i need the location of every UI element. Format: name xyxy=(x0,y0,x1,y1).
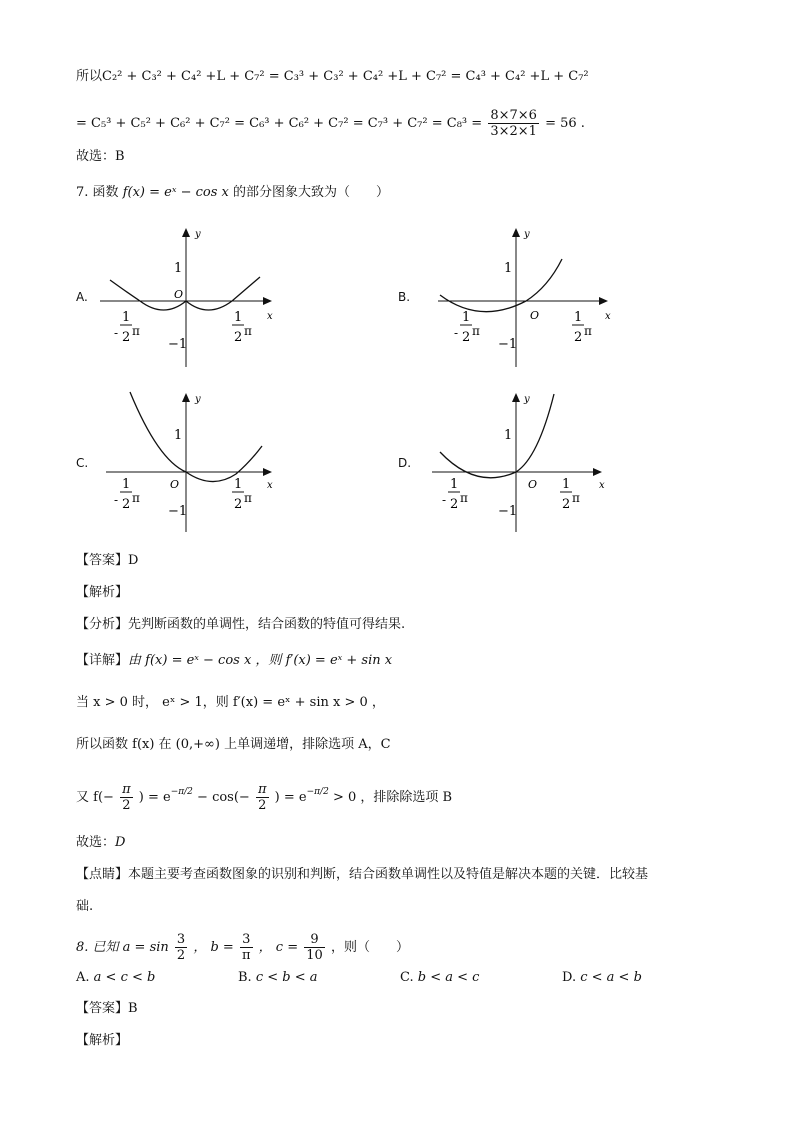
derivation-line-1: 所以C₂² + C₃² + C₄² +L + C₇² = C₃³ + C₃² + C₄² +L + C₇² = C₄³ + C₄² +L + C₇² xyxy=(76,69,589,84)
tick-two-label: 2 xyxy=(122,330,131,345)
q7-xiangjie-4 xyxy=(76,782,452,813)
q7-choose xyxy=(76,834,125,852)
tick-half-label: 1 xyxy=(462,310,471,325)
y-axis-label: y xyxy=(524,394,530,405)
q7-dianjing-2: 础. xyxy=(76,899,94,914)
tick-half-label: 1 xyxy=(234,310,243,325)
q6-answer-line: 故选：B xyxy=(76,149,125,164)
frac-den: 10 xyxy=(306,948,323,963)
pi-label: π xyxy=(132,324,140,338)
q8-option-a xyxy=(76,970,155,985)
frac-den: 2 xyxy=(176,948,186,963)
q8-option-b xyxy=(238,970,318,985)
xj4-mid: ) = e xyxy=(138,790,171,805)
tick-two-label: 2 xyxy=(122,497,131,512)
a-fraction xyxy=(175,932,187,963)
choose-label: 故选： xyxy=(76,835,116,850)
q7-fenxi xyxy=(76,616,405,634)
q7-answer xyxy=(76,552,138,570)
xj4-exp-2: −π/2 xyxy=(306,787,329,797)
pi-label: π xyxy=(572,491,580,505)
tick-two-label: 2 xyxy=(562,497,571,512)
analysis-tag: 【解析】 xyxy=(76,585,129,600)
xj4-pre: 又 f(− xyxy=(76,790,114,805)
derivation-fraction xyxy=(488,108,539,139)
derivation-rhs: = 56 . xyxy=(545,116,585,131)
option-label-c: C. xyxy=(76,456,89,470)
derivation-line-2 xyxy=(76,108,585,139)
y-axis-label: y xyxy=(195,394,201,405)
q8-stem-prefix: 8. 已知 a = sin xyxy=(76,940,169,955)
graph-d xyxy=(424,390,614,535)
xj4-end: > 0 ，排除除选项 B xyxy=(332,790,453,805)
svg-text:-: - xyxy=(114,326,119,340)
tick-half-label: 1 xyxy=(450,477,459,492)
answer-tag: 【答案】 xyxy=(76,1001,129,1016)
xj4-exp: −π/2 xyxy=(170,787,193,797)
answer-value: B xyxy=(128,1001,138,1016)
answer-tag: 【答案】 xyxy=(76,553,129,568)
pi-label: π xyxy=(584,324,592,338)
tick-neg-one-label: −1 xyxy=(168,504,188,519)
graph-a xyxy=(100,225,280,370)
option-label-d: D. xyxy=(398,456,412,470)
frac-num: 3 xyxy=(176,932,186,947)
graph-b xyxy=(430,225,620,370)
x-axis-label: x xyxy=(599,480,605,491)
xiangjie-line-1: 由 f(x) = eˣ − cos x ，则 f′(x) = eˣ + sin x xyxy=(128,653,393,668)
y-axis-label: y xyxy=(195,229,201,240)
pi-label: π xyxy=(244,491,252,505)
q8-b-pre: ， b = xyxy=(193,940,234,955)
curve-a xyxy=(110,277,260,310)
option-label: C. xyxy=(400,970,414,985)
curve-b xyxy=(440,259,562,312)
tick-neg-one-label: −1 xyxy=(498,337,518,352)
analysis-tag: 【解析】 xyxy=(76,1033,129,1048)
tick-neg-one-label: −1 xyxy=(498,504,518,519)
q8-analysis xyxy=(76,1032,128,1050)
q7-stem xyxy=(76,184,389,202)
tick-half-label: 1 xyxy=(234,477,243,492)
c-fraction xyxy=(304,932,325,963)
origin-label: O xyxy=(174,288,184,301)
q7-xiangjie-2: 当 x > 0 时， eˣ > 1，则 f′(x) = eˣ + sin x > 0 ， xyxy=(76,695,385,710)
answer-value: D xyxy=(128,553,139,568)
option-text: b < a < c xyxy=(417,970,480,985)
q8-option-d xyxy=(562,970,642,985)
svg-text:-: - xyxy=(454,326,459,340)
x-axis-label: x xyxy=(267,311,273,322)
tick-neg-one-label: −1 xyxy=(168,337,188,352)
q7-analysis-tag xyxy=(76,584,128,602)
frac-num: 9 xyxy=(304,932,325,948)
derivation-lhs: = C₅³ + C₅² + C₆² + C₇² = C₆³ + C₆² + C₇² = C₇³ + C₇² = C₈³ = xyxy=(76,116,483,131)
dianjing-tag: 【点睛】 xyxy=(76,867,129,882)
option-label-b: B. xyxy=(398,290,411,304)
fenxi-tag: 【分析】 xyxy=(76,617,129,632)
x-axis-label: x xyxy=(267,480,273,491)
xj4-post: ) = e xyxy=(274,790,307,805)
frac-den: π xyxy=(241,948,251,963)
q7-dianjing-1 xyxy=(76,866,648,884)
y-axis-label: y xyxy=(524,229,530,240)
tick-half-label: 1 xyxy=(122,310,131,325)
origin-label: O xyxy=(170,478,180,491)
origin-label: O xyxy=(528,478,538,491)
curve-c xyxy=(130,392,262,482)
tick-two-label: 2 xyxy=(234,497,243,512)
xiangjie-tag: 【详解】 xyxy=(76,653,129,668)
origin-label: O xyxy=(530,309,540,322)
svg-text:-: - xyxy=(114,493,119,507)
q7-xiangjie-1 xyxy=(76,652,392,670)
tick-half-label: 1 xyxy=(122,477,131,492)
dianjing-text-1: 本题主要考查函数图象的识别和判断，结合函数单调性以及特值是解决本题的关键．比较基 xyxy=(128,867,649,882)
option-label-a: A. xyxy=(76,290,88,304)
q8-option-c xyxy=(400,970,479,985)
frac-num: 3 xyxy=(240,932,253,948)
pi-label: π xyxy=(460,491,468,505)
tick-two-label: 2 xyxy=(462,330,471,345)
q7-function: f(x) = eˣ − cos x xyxy=(122,185,229,200)
frac-den: 2 xyxy=(122,798,131,813)
tick-half-label: 1 xyxy=(562,477,571,492)
pi-label: π xyxy=(244,324,252,338)
fenxi-text: 先判断函数的单调性，结合函数的特值可得结果. xyxy=(128,617,406,632)
tick-two-label: 2 xyxy=(234,330,243,345)
fraction-numerator: 8×7×6 xyxy=(490,108,537,123)
pi-label: π xyxy=(472,324,480,338)
q8-stem-suffix: ，则（ ） xyxy=(330,940,409,955)
b-fraction xyxy=(240,932,253,963)
option-label: D. xyxy=(562,970,577,985)
q8-answer xyxy=(76,1000,138,1018)
xj4-mid2: − cos(− xyxy=(197,790,250,805)
option-text: a < c < b xyxy=(93,970,156,985)
choose-value: D xyxy=(115,835,126,850)
option-label: A. xyxy=(76,970,90,985)
q7-stem-suffix: 的部分图象大致为（ ） xyxy=(232,185,389,200)
neg-pi-over-two xyxy=(120,782,133,813)
tick-one-label: 1 xyxy=(174,428,183,443)
svg-text:-: - xyxy=(442,493,447,507)
curve-d xyxy=(440,394,554,478)
q8-c-pre: ， c = xyxy=(258,940,299,955)
option-text: c < a < b xyxy=(580,970,642,985)
option-label: B. xyxy=(238,970,252,985)
frac-den: 2 xyxy=(258,798,267,813)
tick-two-label: 2 xyxy=(450,497,459,512)
neg-pi-over-two-2 xyxy=(256,782,269,813)
fraction-denominator: 3×2×1 xyxy=(490,124,537,139)
q7-stem-prefix: 7. 函数 xyxy=(76,185,119,200)
tick-two-label: 2 xyxy=(574,330,583,345)
x-axis-label: x xyxy=(605,311,611,322)
tick-one-label: 1 xyxy=(174,261,183,276)
graph-c xyxy=(100,390,280,535)
q7-xiangjie-3: 所以函数 f(x) 在 (0,+∞) 上单调递增，排除选项 A，C xyxy=(76,737,391,752)
frac-num: π xyxy=(122,782,131,797)
pi-label: π xyxy=(132,491,140,505)
q8-stem xyxy=(76,932,409,963)
tick-one-label: 1 xyxy=(504,261,513,276)
tick-half-label: 1 xyxy=(574,310,583,325)
frac-num: π xyxy=(257,782,267,797)
tick-one-label: 1 xyxy=(504,428,513,443)
option-text: c < b < a xyxy=(255,970,318,985)
